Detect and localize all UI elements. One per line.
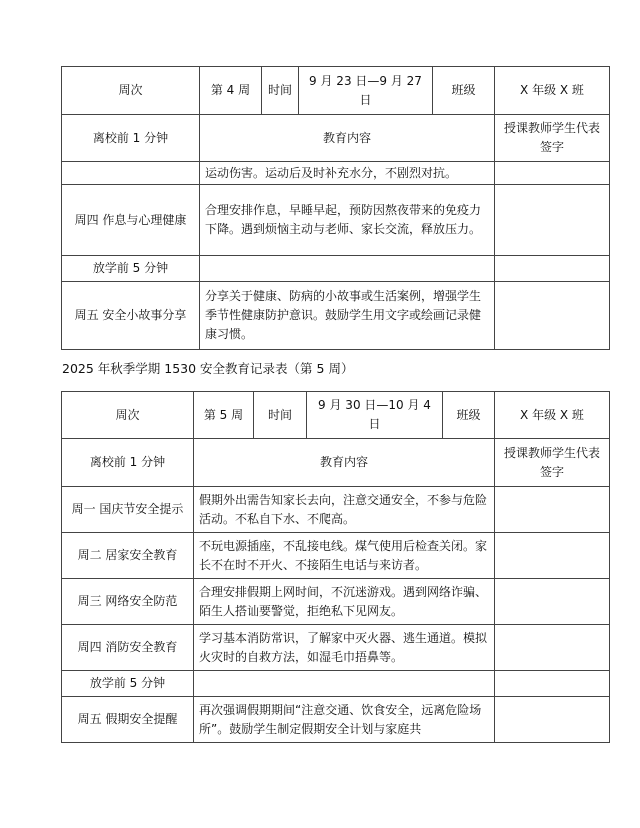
signature-label: 授课教师学生代表签字 (495, 115, 610, 162)
day-cell: 周四 消防安全教育 (62, 625, 194, 671)
day-cell: 周五 假期安全提醒 (62, 697, 194, 743)
time-value: 9 月 23 日—9 月 27 日 (299, 67, 433, 115)
signature-label: 授课教师学生代表签字 (495, 439, 610, 487)
class-value: X 年级 X 班 (495, 392, 610, 439)
time-value: 9 月 30 日—10 月 4 日 (307, 392, 443, 439)
table-row (62, 697, 610, 743)
content-cell (200, 256, 495, 282)
table-header-row (62, 67, 610, 115)
table-row (62, 625, 610, 671)
content-cell: 假期外出需告知家长去向，注意交通安全，不参与危险活动。不私自下水、不爬高。 (194, 487, 495, 533)
before-school-out-label: 放学前 5 分钟 (62, 671, 194, 697)
content-cell: 分享关于健康、防病的小故事或生活案例，增强学生季节性健康防护意识。鼓励学生用文字或绘画记录健康习惯。 (200, 282, 495, 350)
table-row (62, 671, 610, 697)
content-cell (194, 671, 495, 697)
before-school-out-label: 放学前 5 分钟 (62, 256, 200, 282)
class-label: 班级 (443, 392, 495, 439)
day-cell: 周五 安全小故事分享 (62, 282, 200, 350)
table-row (62, 487, 610, 533)
table-row (62, 282, 610, 350)
content-cell: 学习基本消防常识，了解家中灭火器、逃生通道。模拟火灾时的自救方法，如湿毛巾捂鼻等。 (194, 625, 495, 671)
table-header-row (62, 392, 610, 439)
day-cell (62, 162, 200, 185)
class-label: 班级 (433, 67, 495, 115)
week-label: 周次 (62, 392, 194, 439)
before-leaving-label: 离校前 1 分钟 (62, 439, 194, 487)
week4-record-table (61, 66, 610, 350)
signature-cell (495, 282, 610, 350)
signature-cell (495, 185, 610, 256)
time-label: 时间 (254, 392, 307, 439)
day-cell: 周二 居家安全教育 (62, 533, 194, 579)
time-label: 时间 (262, 67, 299, 115)
content-cell: 合理安排假期上网时间，不沉迷游戏。遇到网络诈骗、陌生人搭讪要警觉，拒绝私下见网友。 (194, 579, 495, 625)
signature-cell (495, 487, 610, 533)
content-cell: 合理安排作息，早睡早起，预防因熬夜带来的免疫力下降。遇到烦恼主动与老师、家长交流，释放压力。 (200, 185, 495, 256)
week-value: 第 4 周 (200, 67, 262, 115)
signature-cell (495, 256, 610, 282)
table-row (62, 533, 610, 579)
week5-table-caption: 2025 年秋季学期 1530 安全教育记录表（第 5 周） (62, 361, 354, 376)
education-content-label: 教育内容 (194, 439, 495, 487)
signature-cell (495, 533, 610, 579)
table-row (62, 256, 610, 282)
day-cell: 周三 网络安全防范 (62, 579, 194, 625)
content-cell: 再次强调假期期间“注意交通、饮食安全，远离危险场所”。鼓励学生制定假期安全计划与家庭共 (194, 697, 495, 743)
table-row (62, 162, 610, 185)
week-label: 周次 (62, 67, 200, 115)
content-cell: 运动伤害。运动后及时补充水分，不剧烈对抗。 (200, 162, 495, 185)
table-subheader-row (62, 115, 610, 162)
day-cell: 周四 作息与心理健康 (62, 185, 200, 256)
day-cell: 周一 国庆节安全提示 (62, 487, 194, 533)
signature-cell (495, 579, 610, 625)
signature-cell (495, 671, 610, 697)
table-row (62, 579, 610, 625)
week5-record-table (61, 391, 610, 743)
before-leaving-label: 离校前 1 分钟 (62, 115, 200, 162)
table-row (62, 185, 610, 256)
week-value: 第 5 周 (194, 392, 254, 439)
class-value: X 年级 X 班 (495, 67, 610, 115)
signature-cell (495, 697, 610, 743)
table-subheader-row (62, 439, 610, 487)
signature-cell (495, 625, 610, 671)
content-cell: 不玩电源插座，不乱接电线。煤气使用后检查关闭。家长不在时不开火、不接陌生电话与来访者。 (194, 533, 495, 579)
education-content-label: 教育内容 (200, 115, 495, 162)
signature-cell (495, 162, 610, 185)
